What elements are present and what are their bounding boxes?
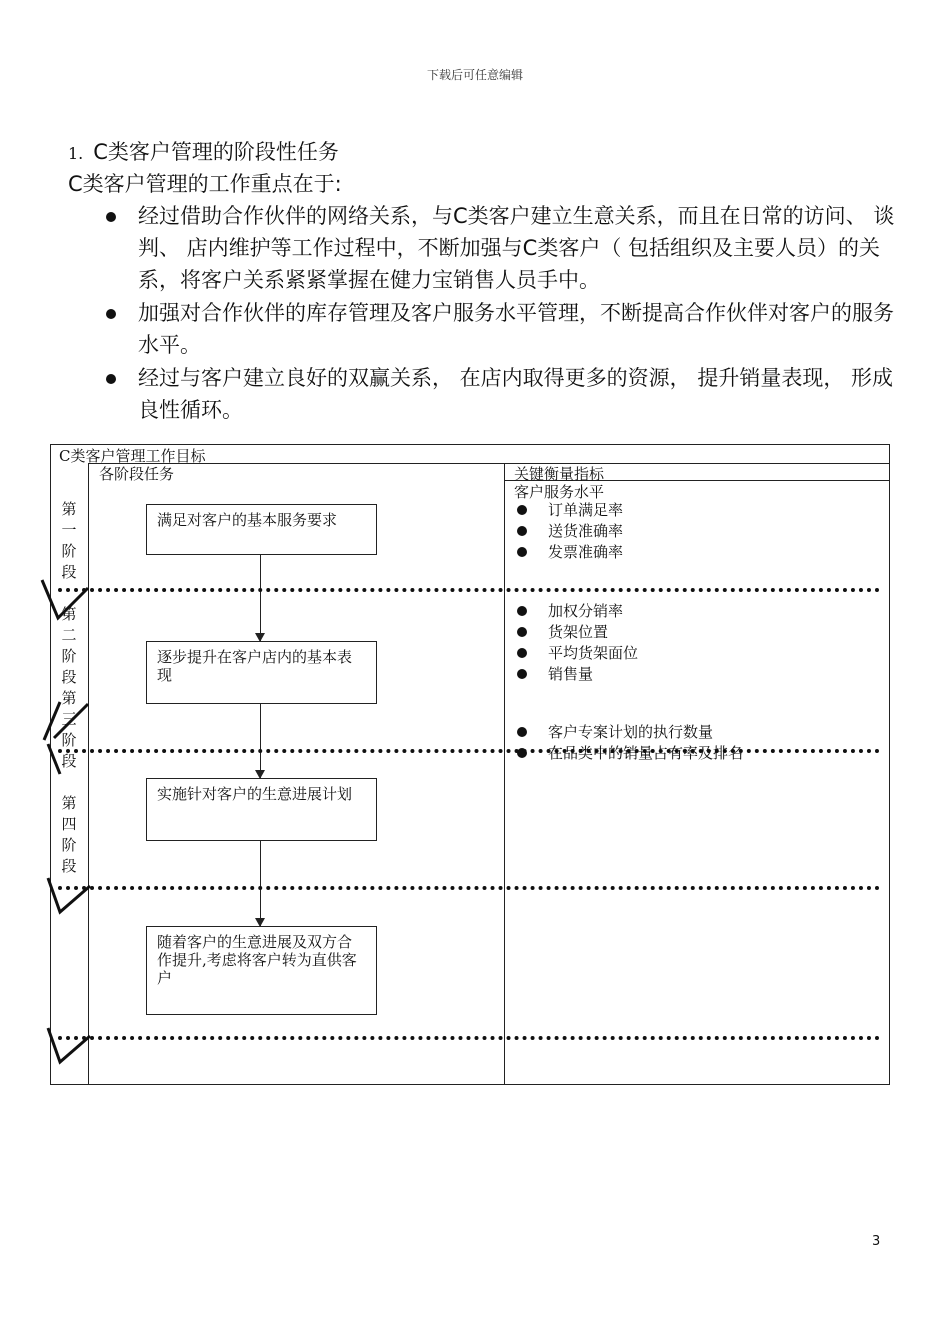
kpi-text: 在品类中的销量占有率及排名: [548, 744, 744, 762]
bullet-icon: [517, 627, 527, 637]
kpi-item: [514, 542, 623, 563]
stage-divider-dotted: [58, 588, 880, 592]
section-title-text: C类客户管理的阶段性任务: [93, 140, 339, 164]
bullet-item: [100, 200, 900, 296]
task-box-3: 实施针对客户的生意进展计划: [146, 778, 377, 841]
bullet-item: [100, 362, 900, 426]
bullet-icon: [517, 669, 527, 679]
bullet-text: 加强对合作伙伴的库存管理及客户服务水平管理，不断提高合作伙伴对客户的服务水平。: [138, 301, 894, 357]
kpi-text: 货架位置: [548, 623, 609, 641]
bullet-icon: [517, 606, 527, 616]
kpi-text: 销售量: [548, 665, 594, 683]
goal-table: [50, 444, 890, 1085]
kpi-item: [514, 743, 743, 764]
kpi-item: [514, 601, 623, 622]
kpi-text: 发票准确率: [548, 543, 624, 561]
bullet-icon: [517, 727, 527, 737]
bullet-icon: [106, 309, 116, 319]
stage-divider-dotted: [58, 1036, 880, 1040]
kpi-item: [514, 500, 623, 521]
stage-label-1: 第一阶段: [61, 500, 77, 581]
task-box-1: 满足对客户的基本服务要求: [146, 504, 377, 555]
table-title: C类客户管理工作目标: [59, 447, 206, 465]
task-box-2: 逐步提升在客户店内的基本表现: [146, 641, 377, 704]
stage-label-4: 第四阶段: [61, 794, 77, 875]
kpi-text: 订单满足率: [548, 501, 624, 519]
bullet-icon: [106, 212, 116, 222]
check-mark-icon: [44, 876, 94, 918]
stage-divider-dotted: [58, 886, 880, 890]
bullet-text: 经过与客户建立良好的双赢关系， 在店内取得更多的资源， 提升销量表现， 形成良性循环。: [138, 366, 894, 422]
stage-label-2: 第二阶段: [61, 605, 77, 686]
bullet-text: 经过借助合作伙伴的网络关系，与C类客户建立生意关系，而且在日常的访问、 谈判、 店内维护等工作过程中，不断加强与C类客户（ 包括组织及主要人员）的关系，将客户关系紧紧掌握在健力宝销售人员手中。: [138, 204, 895, 292]
task-box-4: 随着客户的生意进展及双方合作提升,考虑将客户转为直供客户: [146, 926, 377, 1015]
arrow-down-icon: [260, 841, 261, 926]
kpi-text: 加权分销率: [548, 602, 624, 620]
header-note: 下载后可任意编辑: [426, 68, 523, 82]
section-title: [68, 136, 339, 166]
stage-divider-dotted: [58, 749, 880, 753]
table-divider: [504, 463, 505, 1085]
bullet-icon: [106, 374, 116, 384]
bullet-icon: [517, 505, 527, 515]
check-mark-icon: [44, 1026, 94, 1068]
bullet-icon: [517, 547, 527, 557]
kpi-item: [514, 643, 638, 664]
kpi-item: [514, 521, 623, 542]
check-mark-icon: [40, 700, 94, 780]
lead-text: C类客户管理的工作重点在于:: [68, 172, 342, 196]
bullet-list: [100, 200, 900, 427]
kpi-text: 送货准确率: [548, 522, 624, 540]
arrow-down-icon: [260, 555, 261, 641]
kpi-text: 平均货架面位: [548, 644, 639, 662]
bullet-icon: [517, 648, 527, 658]
table-divider: [88, 463, 890, 464]
stage-label-3: 第三阶段: [61, 689, 77, 770]
column-header-tasks: 各阶段任务: [99, 465, 175, 483]
kpi-item: [514, 664, 593, 685]
kpi-item: [514, 722, 713, 743]
bullet-icon: [517, 526, 527, 536]
kpi-group-title: 客户服务水平: [514, 483, 605, 501]
column-header-kpi: 关键衡量指标: [514, 465, 605, 483]
check-mark-icon: [36, 578, 92, 624]
page-number: 3: [872, 1234, 881, 1249]
arrow-down-icon: [260, 704, 261, 778]
bullet-item: [100, 297, 900, 361]
kpi-item: [514, 622, 608, 643]
kpi-text: 客户专案计划的执行数量: [548, 723, 714, 741]
section-number: 1.: [68, 144, 84, 163]
